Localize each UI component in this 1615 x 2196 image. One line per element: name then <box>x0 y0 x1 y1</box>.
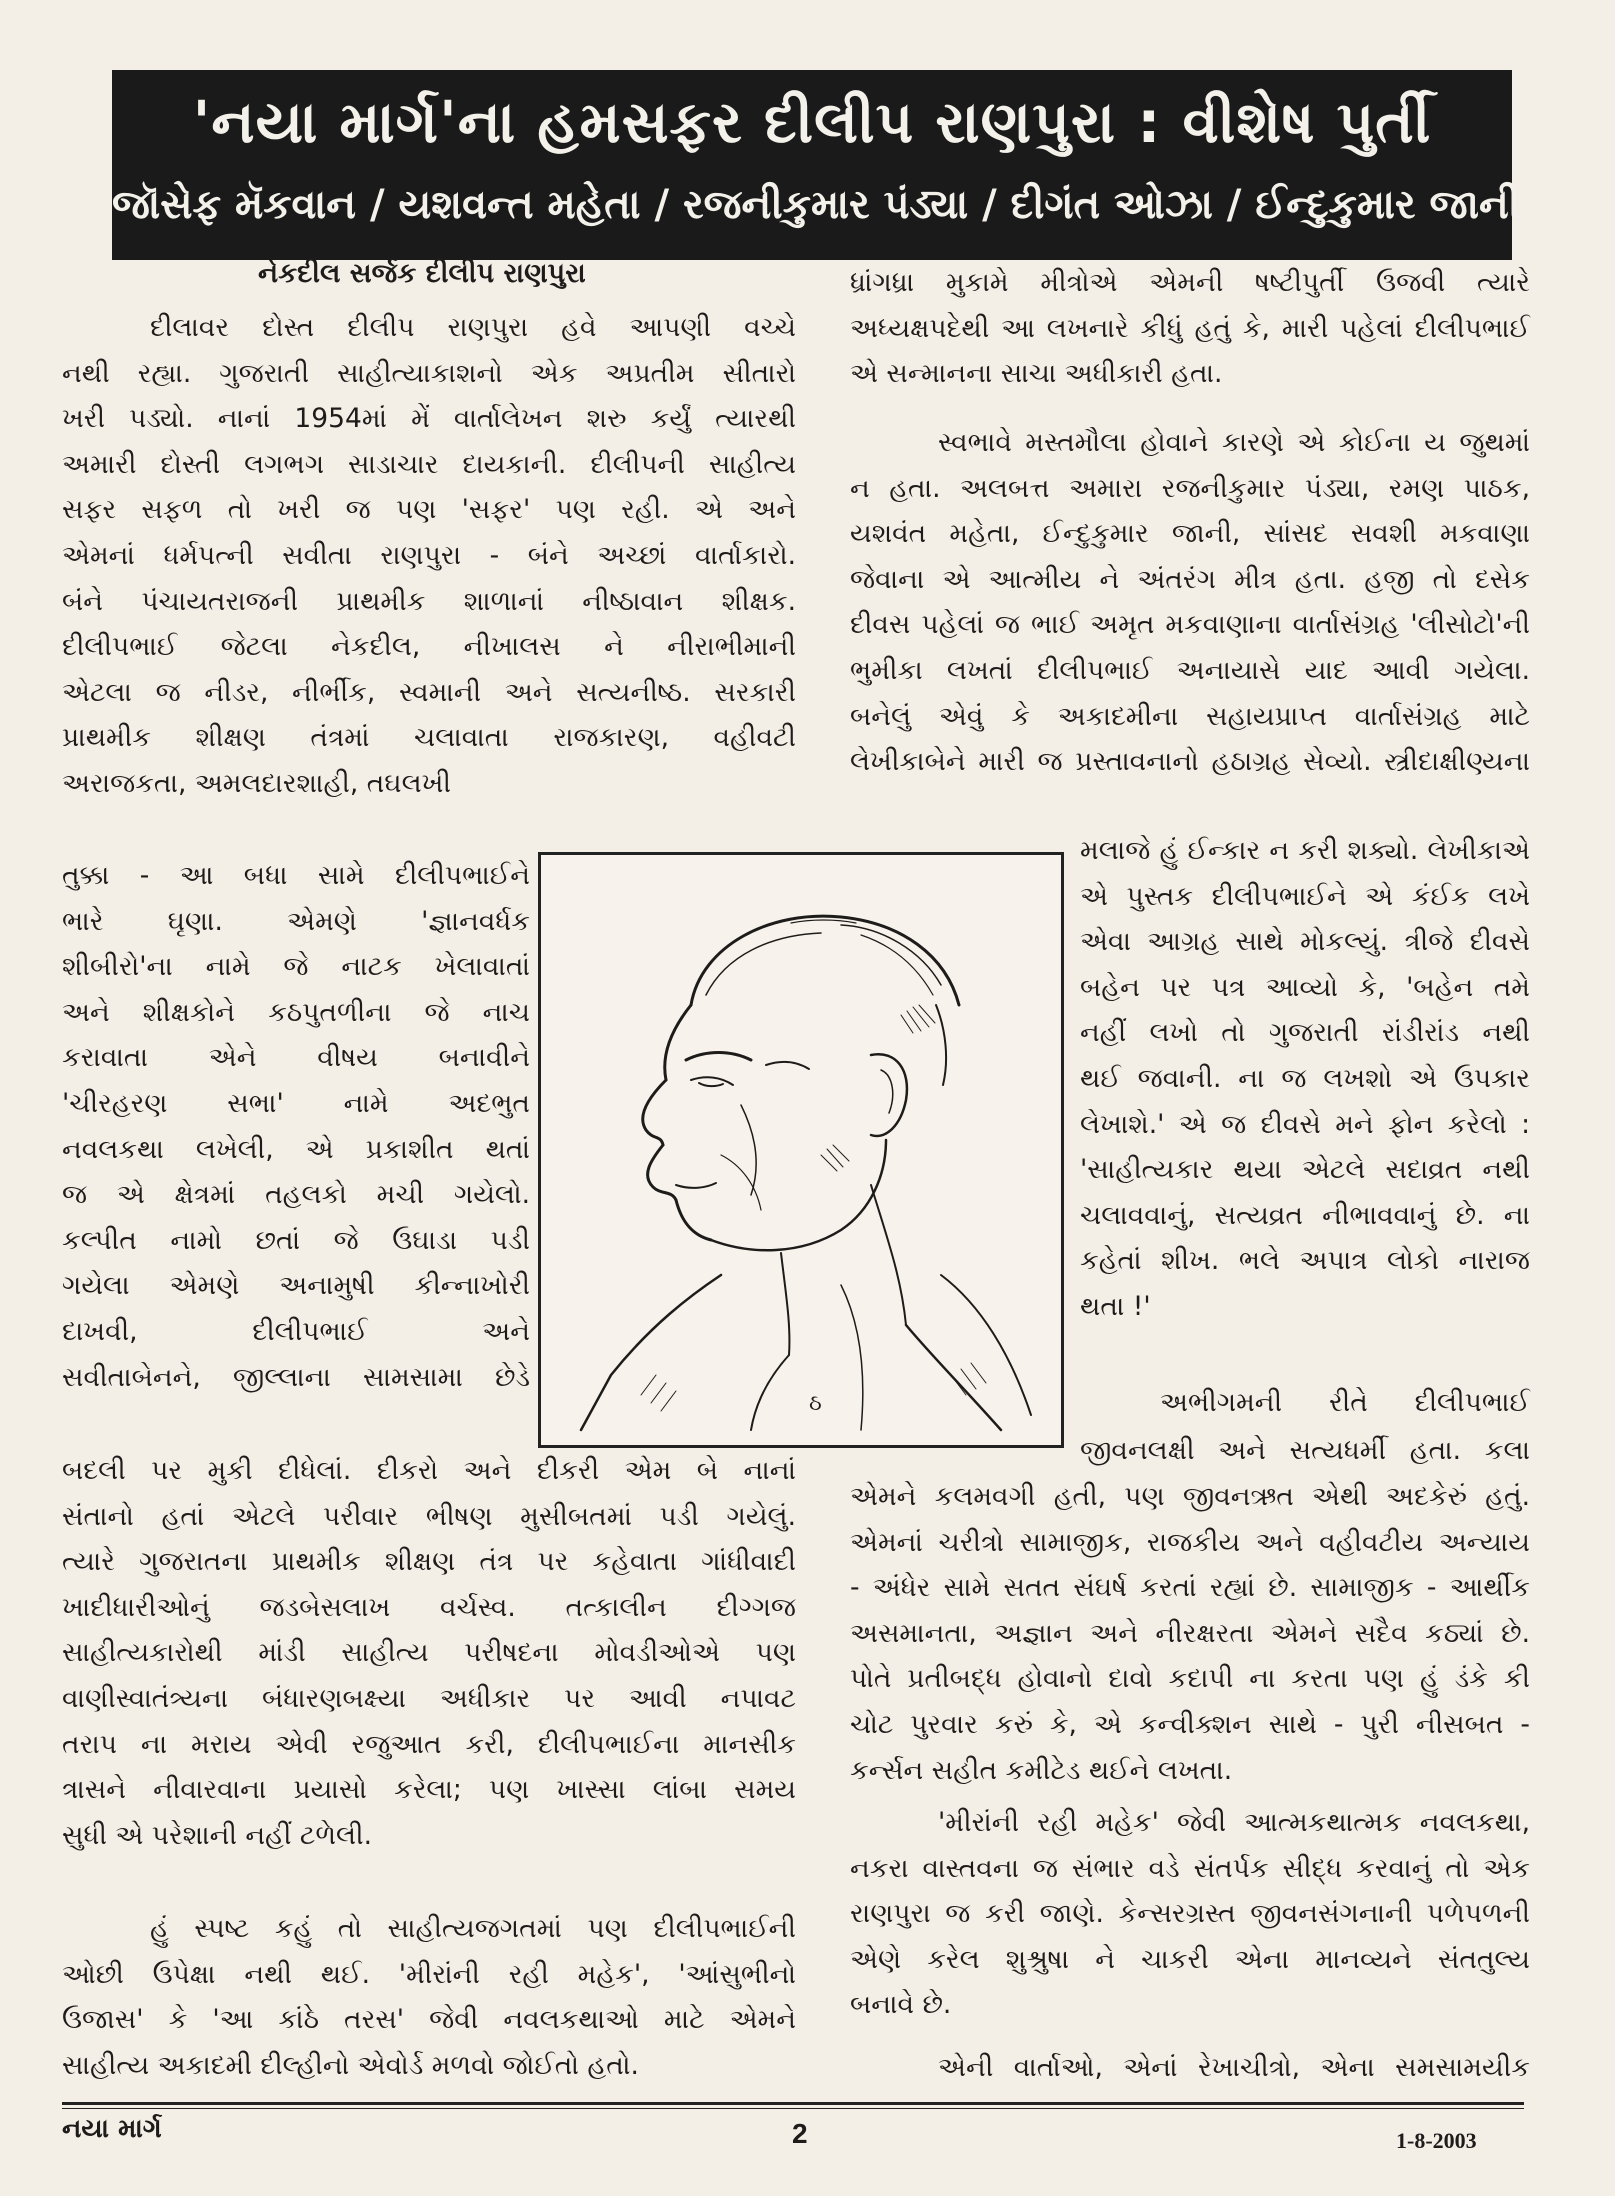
text-line: સાહીત્ય અકાદમી દીલ્હીનો એવોર્ડ મળવો જોઈતો હતો. <box>62 2049 639 2081</box>
footer-divider <box>62 2102 1524 2105</box>
text-line: સુધી એ પરેશાની નહીં ટળેલી. <box>62 1819 373 1851</box>
text-line: તરાપ ના મરાય એવી રજુઆત કરી, દીલીપભાઈના માનસીક <box>62 1728 796 1760</box>
text-line: બહેન પર પત્ર આવ્યો કે, 'બહેન તમે <box>1080 971 1530 1003</box>
text-line: ચલાવવાનું, સત્યવ્રત નીભાવવાનું છે. ના <box>1080 1199 1530 1231</box>
text-line: સવીતાબેનને, જીલ્લાના સામસામા છેડે <box>62 1361 530 1393</box>
text-line: એ પુસ્તક દીલીપભાઈને એ કંઈક લખે <box>1080 880 1530 912</box>
text-line: ભુમીકા લખતાં દીલીપભાઈ અનાયાસે યાદ આવી ગયેલા. <box>850 654 1530 686</box>
text-line: એમને કલમવગી હતી, પણ જીવનઋત એથી અદકેરું હતું. <box>850 1481 1531 1512</box>
text-line: ખરી પડ્યો. નાનાં 1954માં મેં વાર્તાલેખન શરુ કર્યું ત્યારથી <box>62 403 796 435</box>
text-line: દાખવી, દીલીપભાઈ અને <box>62 1315 530 1347</box>
text-line: કર્ન્સન સહીત કમીટેડ થઈને લખતા. <box>850 1754 1233 1786</box>
text-line: અને શીક્ષકોને કઠપુતળીના જે નાચ <box>62 996 530 1028</box>
text-line: મલાજે હું ઈન્કાર ન કરી શક્યો. લેખીકાએ <box>1080 835 1530 866</box>
text-line: કલ્પીત નામો છતાં જે ઉઘાડા પડી <box>62 1224 530 1256</box>
right-paragraph-4-wide <box>850 1474 1530 1793</box>
text-line: અસમાનતા, અજ્ઞાન અને નીરક્ષરતા એમને સદૈવ કઠ્યાં છે. <box>850 1617 1530 1649</box>
text-line: એટલા જ નીડર, નીર્ભીક, સ્વમાની અને સત્યનીષ્ઠ. સરકારી <box>62 676 796 708</box>
page-number: 2 <box>792 2118 808 2149</box>
text-line: ચોટ પુરવાર કરું કે, એ કન્વીક્શન સાથે - પુરી નીસબત - <box>850 1708 1530 1740</box>
text-line: બનાવે છે. <box>850 1989 952 2021</box>
text-line: ખાદીધારીઓનું જડબેસલાખ વર્ચસ્વ. તત્કાલીન દીગ્ગજ <box>62 1591 796 1623</box>
author-list: જૉસેફ મૅકવાન / યશવન્ત મહેતા / રજનીકુમાર પંડ્યા / દીગંત ઓઝા / ઈન્દુકુમાર જાની <box>112 182 1521 228</box>
text-line: નકરા વાસ્તવના જ સંભાર વડે સંતર્પક સીદ્ધ કરવાનું તો એક <box>850 1852 1530 1884</box>
text-line: જ એ ક્ષેત્રમાં તહલકો મચી ગયેલો. <box>62 1179 530 1211</box>
text-line: રાણપુરા જ કરી જાણે. કેન્સરગ્રસ્ત જીવનસંગનાની પળેપળની <box>850 1898 1530 1930</box>
text-line: થઈ જવાની. ના જ લખશો એ ઉપકાર <box>1080 1062 1530 1094</box>
right-paragraph-2 <box>850 420 1530 785</box>
text-line: દીલીપભાઈ જેટલા નેકદીલ, નીખાલસ ને નીરાભીમાની <box>62 631 796 663</box>
text-line: ઓછી ઉપેક્ષા નથી થઈ. 'મીરાંની રહી મહેક', 'આંસુભીનો <box>62 1958 796 1990</box>
text-line: નહીં લખો તો ગુજરાતી રાંડીરાંડ નથી <box>1080 1017 1530 1049</box>
text-line: જીવનલક્ષી અને સત્યધર્મી હતા. કલા <box>1080 1435 1530 1466</box>
text-line: દીવસ પહેલાં જ ભાઈ અમૃત મકવાણાના વાર્તાસંગ્રહ 'લીસોટો'ની <box>850 609 1530 641</box>
right-paragraph-5 <box>850 1800 1530 2028</box>
text-line: બનેલું એવું કે અકાદમીના સહાયપ્રાપ્ત વાર્તાસંગ્રહ માટે <box>850 700 1530 732</box>
left-paragraph-narrow <box>62 853 530 1400</box>
right-paragraph-4 <box>1080 1428 1530 1474</box>
text-line: જેવાના એ આત્મીય ને અંતરંગ મીત્ર હતા. હજી તો દસેક <box>850 563 1530 595</box>
text-line: ઉજાસ' કે 'આ કાંઠે તરસ' જેવી નવલકથાઓ માટે એમને <box>62 2004 796 2036</box>
text-line: ત્રાસને નીવારવાના પ્રયાસો કરેલા; પણ ખાસ્સા લાંબા સમય <box>62 1774 796 1806</box>
text-line: બંને પંચાયતરાજની પ્રાથમીક શાળાનાં નીષ્ઠાવાન શીક્ષક. <box>62 585 796 617</box>
text-line: લેખાશે.' એ જ દીવસે મને ફોન કરેલો : <box>1080 1108 1530 1140</box>
text-line: હું સ્પષ્ટ કહું તો સાહીત્યજગતમાં પણ દીલીપભાઈની <box>150 1913 796 1944</box>
text-line: એવા આગ્રહ સાથે મોકલ્યું. ત્રીજે દીવસે <box>1080 926 1530 958</box>
text-line: 'મીરાંની રહી મહેક' જેવી આત્મકથાત્મક નવલકથા, <box>938 1807 1530 1838</box>
text-line: સ્વભાવે મસ્તમૌલા હોવાને કારણે એ કોઈના ય જુથમાં <box>938 427 1530 458</box>
text-line: વાણીસ્વાતંત્ર્યના બંધારણબક્ષ્યા અધીકાર પર આવી નપાવટ <box>62 1682 796 1714</box>
left-paragraph-2 <box>62 1448 796 1858</box>
text-line: ધ્રાંગધ્રા મુકામે મીત્રોએ એમની ષષ્ટીપુર્તી ઉજવી ત્યારે <box>850 267 1530 298</box>
text-line: દીલાવર દોસ્ત દીલીપ રાણપુરા હવે આપણી વચ્ચે <box>150 312 796 343</box>
text-line: સાહીત્યકારોથી માંડી સાહીત્ય પરીષદના મોવડીઓએ પણ <box>62 1637 796 1669</box>
text-line: - અંધેર સામે સતત સંઘર્ષ કરતાં રહ્યાં છે. સામાજીક - આર્થીક <box>850 1572 1530 1604</box>
text-line: ગયેલા એમણે અનામુષી કીન્નાખોરી <box>62 1270 530 1302</box>
text-line: એમનાં ચરીત્રો સામાજીક, રાજકીય અને વહીવટીય અન્યાય <box>850 1526 1530 1558</box>
text-line: કહેતાં શીખ. ભલે અપાત્ર લોકો નારાજ <box>1080 1245 1530 1277</box>
text-line: થતા !' <box>1080 1290 1151 1322</box>
text-line: નવલકથા લખેલી, એ પ્રકાશીત થતાં <box>62 1133 530 1165</box>
portrait-sketch-icon <box>541 855 1061 1445</box>
left-paragraph-1 <box>62 305 796 807</box>
text-line: સંતાનો હતાં એટલે પરીવાર ભીષણ મુસીબતમાં પડી ગયેલું. <box>62 1500 796 1532</box>
text-line: બદલી પર મુકી દીધેલાં. દીકરો અને દીકરી એમ બે નાનાં <box>62 1455 796 1486</box>
right-paragraph-6 <box>850 2045 1530 2091</box>
text-line: એમનાં ધર્મપત્ની સવીતા રાણપુરા - બંને અચ્છાં વાર્તાકારો. <box>62 539 796 571</box>
page-title: 'નયા માર્ગ'ના હમસફર દીલીપ રાણપુરા : વીશેષ પુર્તી <box>192 88 1432 156</box>
text-line: યશવંત મહેતા, ઈન્દુકુમાર જાની, સાંસદ સવશી મકવાણા <box>850 518 1530 550</box>
text-line: લેખીકાબેને મારી જ પ્રસ્તાવનાનો હઠાગ્રહ સેવ્યો. સ્ત્રીદાક્ષીણ્યના <box>850 746 1530 778</box>
title-banner <box>112 70 1521 260</box>
text-line: અમારી દોસ્તી લગભગ સાડાચાર દાયકાની. દીલીપની સાહીત્ય <box>62 448 796 480</box>
text-line: એણે કરેલ શુશ્રુષા ને ચાકરી એના માનવ્યને સંતતુલ્ય <box>850 1943 1530 1975</box>
text-line: પ્રાથમીક શીક્ષણ તંત્રમાં ચલાવાતા રાજકારણ, વહીવટી <box>62 722 796 754</box>
right-paragraph-narrow <box>1080 828 1530 1330</box>
portrait-illustration <box>538 852 1064 1448</box>
left-paragraph-3 <box>62 1906 796 2088</box>
text-line: પોતે પ્રતીબદ્ધ હોવાનો દાવો કદાપી ના કરતા પણ હું ડંકે કી <box>850 1663 1531 1695</box>
publication-name: નયા માર્ગ <box>62 2114 162 2144</box>
text-line: ન હતા. અલબત્ત અમારા રજનીકુમાર પંડ્યા, રમણ પાઠક, <box>850 472 1530 504</box>
right-paragraph-1 <box>850 260 1530 397</box>
text-line: ત્યારે ગુજરાતના પ્રાથમીક શીક્ષણ તંત્ર પર કહેવાતા ગાંધીવાદી <box>62 1546 796 1578</box>
right-paragraph-4-start <box>1160 1380 1530 1426</box>
article-subheading: નેકદીલ સર્જક દીલીપ રાણપુરા <box>258 258 586 289</box>
footer-divider-thin <box>62 2108 1524 2109</box>
text-line: અભીગમની રીતે દીલીપભાઈ <box>1160 1387 1530 1418</box>
text-line: એ સન્માનના સાચા અધીકારી હતા. <box>850 358 1223 390</box>
issue-date: 1-8-2003 <box>1396 2128 1477 2153</box>
text-line: એની વાર્તાઓ, એનાં રેખાચીત્રો, એના સમસામયીક <box>938 2052 1530 2083</box>
portrait-caption: ઠ <box>809 1391 822 1416</box>
text-line: 'ચીરહરણ સભા' નામે અદભુત <box>62 1087 530 1119</box>
text-line: શીબીરો'ના નામે જે નાટક ખેલાવાતાં <box>62 951 530 983</box>
text-line: અરાજકતા, અમલદારશાહી, તઘલખી <box>62 767 452 799</box>
text-line: અધ્યક્ષપદેથી આ લખનારે કીધું હતું કે, મારી પહેલાં દીલીપભાઈ <box>850 312 1530 344</box>
text-line: ભારે ઘૃણા. એમણે 'જ્ઞાનવર્ધક <box>62 905 530 937</box>
text-line: સફર સફળ તો ખરી જ પણ 'સફર' પણ રહી. એ અને <box>62 494 796 526</box>
text-line: નથી રહ્યા. ગુજરાતી સાહીત્યાકાશનો એક અપ્રતીમ સીતારો <box>62 357 796 389</box>
text-line: 'સાહીત્યકાર થયા એટલે સદાવ્રત નથી <box>1080 1154 1530 1186</box>
text-line: કરાવાતા એને વીષય બનાવીને <box>62 1042 530 1074</box>
text-line: તુક્કા - આ બધા સામે દીલીપભાઈને <box>62 860 530 891</box>
